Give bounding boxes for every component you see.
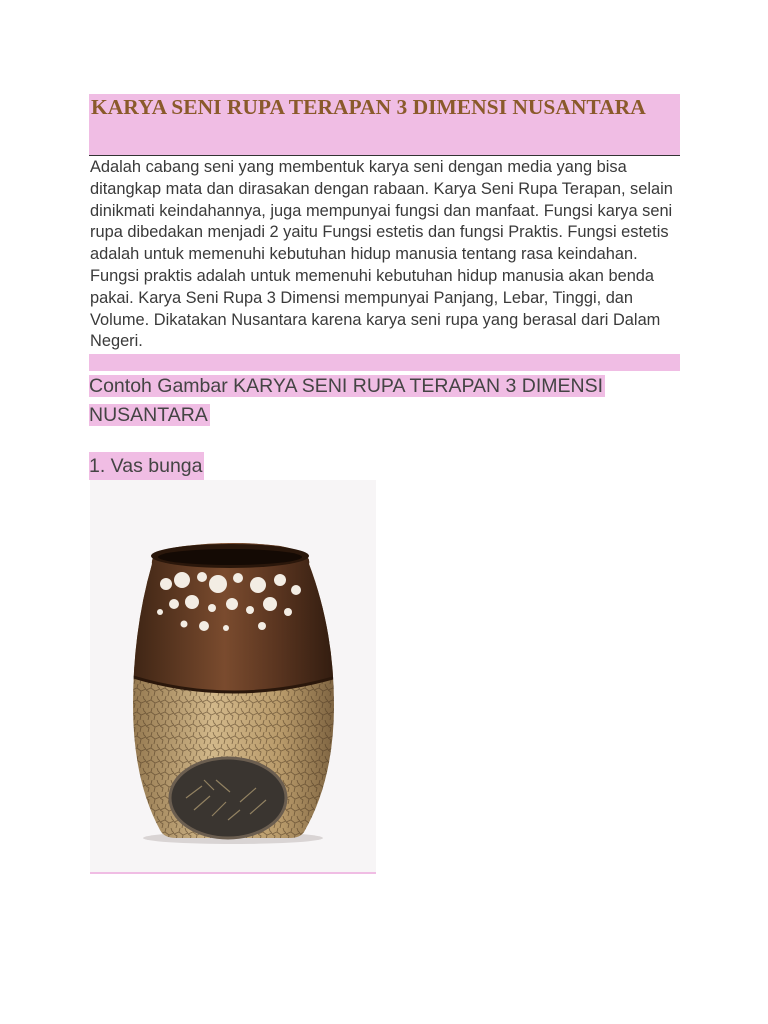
body-paragraph: Adalah cabang seni yang membentuk karya seni dengan media yang bisa ditangkap mata dan dirasakan dengan rabaan. Karya Seni Rupa Terapan, selain dinikmati keindahannya, juga mempunyai fungsi dan manfaat. Fungsi karya seni rupa dibedakan menjadi 2 yaitu Fungsi estetis dan fungsi Praktis. Fungsi estetis adalah untuk memenuhi kebutuhan hidup manusia tentang rasa keindahan. Fungsi praktis adalah untuk memenuhi kebutuhan hidup manusia akan benda pakai. Karya Seni Rupa 3 Dimensi mempunyai Panjang, Lebar, Tinggi, dan Volume. Dikatakan Nusantara karena karya seni rupa yang berasal dari Dalam Negeri. — [90, 158, 673, 351]
vase-photo — [90, 480, 376, 874]
vase-illustration — [90, 480, 376, 872]
section-divider — [89, 354, 680, 371]
section-heading — [89, 372, 629, 429]
title-band — [89, 94, 680, 156]
page-title: KARYA SENI RUPA TERAPAN 3 DIMENSI NUSANTARA — [91, 95, 646, 119]
example-item-label: 1. Vas bunga — [89, 452, 204, 480]
section-heading-text: Contoh Gambar KARYA SENI RUPA TERAPAN 3 DIMENSI NUSANTARA — [89, 375, 604, 426]
vase-medallion — [170, 758, 286, 838]
